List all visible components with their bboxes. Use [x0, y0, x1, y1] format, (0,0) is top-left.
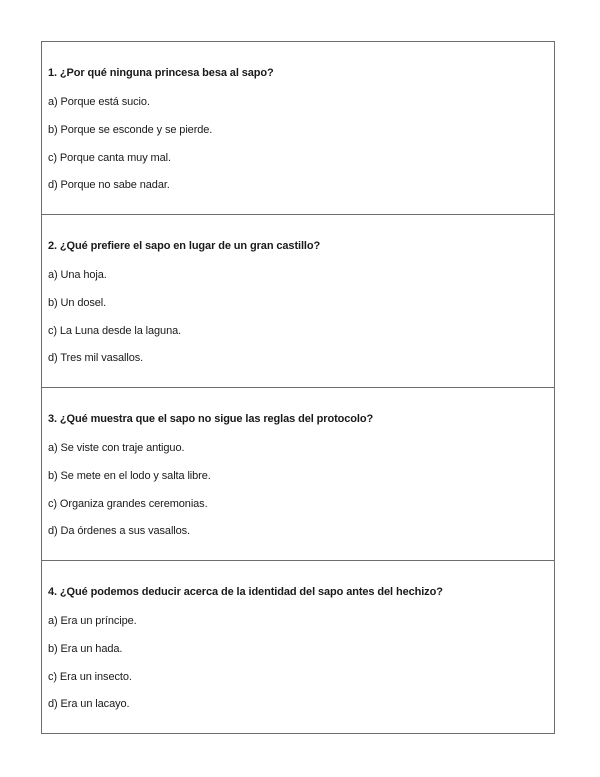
answer-option-a: a) Se viste con traje antiguo. — [48, 442, 185, 454]
answer-option-b: b) Un dosel. — [48, 297, 107, 309]
answer-option-c: c) Era un insecto. — [48, 671, 132, 683]
question-block-1 — [42, 42, 554, 215]
question-title: 1. ¿Por qué ninguna princesa besa al sapo? — [48, 67, 274, 79]
question-title: 3. ¿Qué muestra que el sapo no sigue las reglas del protocolo? — [48, 413, 374, 425]
question-block-2 — [42, 215, 554, 388]
answer-option-c: c) Organiza grandes ceremonias. — [48, 498, 208, 510]
quiz-table — [41, 41, 555, 734]
question-title: 4. ¿Qué podemos deducir acerca de la identidad del sapo antes del hechizo? — [48, 586, 443, 598]
answer-option-a: a) Una hoja. — [48, 269, 107, 281]
question-block-3 — [42, 388, 554, 561]
answer-option-c: c) Porque canta muy mal. — [48, 152, 171, 164]
question-title: 2. ¿Qué prefiere el sapo en lugar de un gran castillo? — [48, 240, 321, 252]
answer-option-a: a) Era un príncipe. — [48, 615, 137, 627]
answer-option-d: d) Tres mil vasallos. — [48, 352, 144, 364]
answer-option-b: b) Era un hada. — [48, 643, 123, 655]
answer-option-b: b) Porque se esconde y se pierde. — [48, 124, 213, 136]
answer-option-c: c) La Luna desde la laguna. — [48, 325, 182, 337]
answer-option-a: a) Porque está sucio. — [48, 96, 150, 108]
question-block-4 — [42, 561, 554, 733]
answer-option-b: b) Se mete en el lodo y salta libre. — [48, 470, 211, 482]
answer-option-d: d) Porque no sabe nadar. — [48, 179, 170, 191]
answer-option-d: d) Era un lacayo. — [48, 698, 130, 710]
answer-option-d: d) Da órdenes a sus vasallos. — [48, 525, 191, 537]
